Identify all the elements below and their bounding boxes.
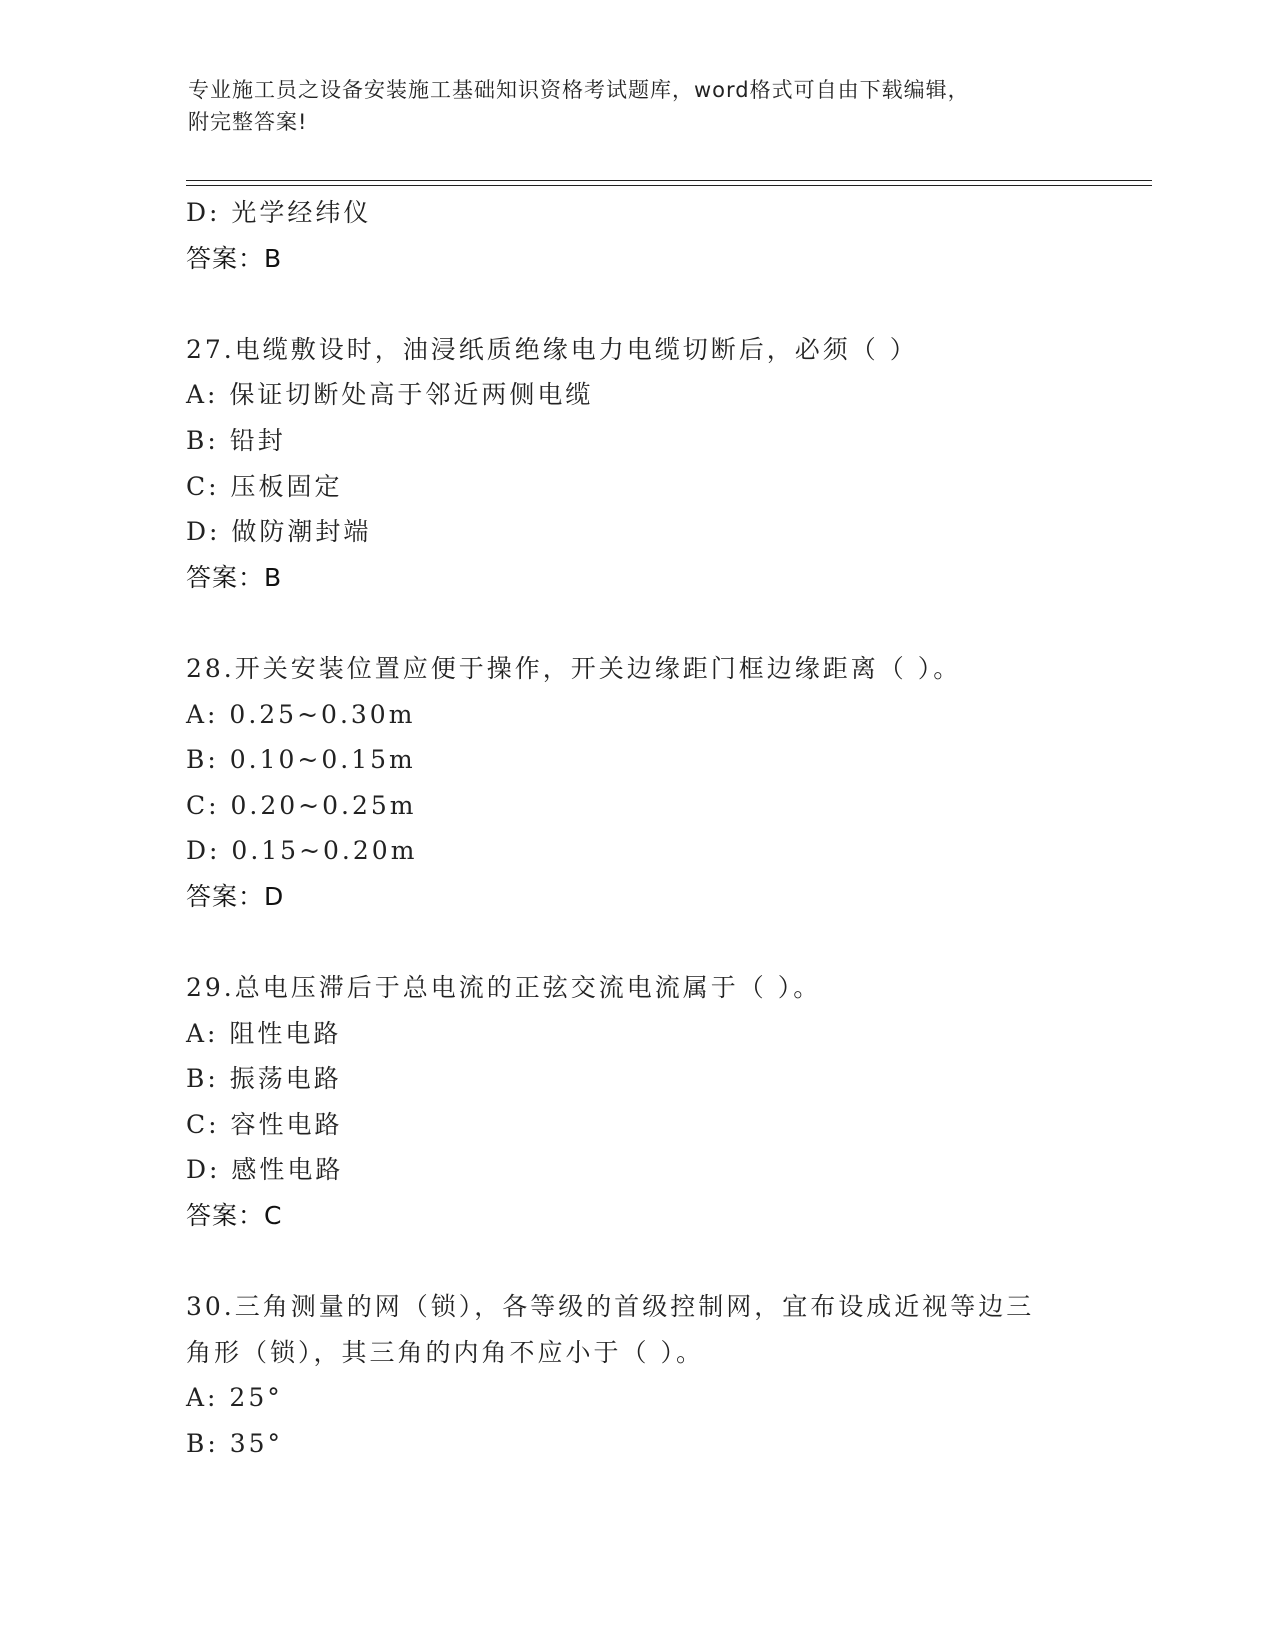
option-c: C: 0.20~0.25m [186, 790, 417, 820]
question-text: 28.开关安装位置应便于操作，开关边缘距门框边缘距离（ ）。 [186, 653, 962, 683]
option-c: C: 容性电路 [186, 1109, 343, 1139]
answer-line: 答案：B [186, 562, 283, 592]
option-b: B: 0.10~0.15m [186, 745, 416, 775]
spacer [186, 600, 1146, 646]
question-28 [186, 646, 1146, 920]
question-text: 29.总电压滞后于总电流的正弦交流电流属于（ ）。 [186, 973, 822, 1003]
answer-line: 答案：B [186, 243, 283, 273]
header-line-2: 附完整答案! [188, 110, 308, 134]
document-header [188, 74, 1088, 138]
question-29 [186, 965, 1146, 1239]
option-a: A: 保证切断处高于邻近两侧电缆 [186, 380, 594, 410]
question-30 [186, 1284, 1146, 1466]
option-d: D: 感性电路 [186, 1155, 344, 1185]
option-d: D: 光学经纬仪 [186, 198, 372, 227]
header-divider-bottom [186, 185, 1152, 186]
question-27 [186, 327, 1146, 601]
answer-line: 答案：C [186, 1201, 283, 1231]
option-c: C: 压板固定 [186, 471, 343, 501]
option-b: B: 振荡电路 [186, 1064, 342, 1094]
option-a: A: 25° [186, 1383, 283, 1413]
question-text: 27.电缆敷设时，油浸纸质绝缘电力电缆切断后，必须（ ） [186, 334, 918, 364]
option-a: A: 阻性电路 [186, 1018, 342, 1048]
spacer [186, 920, 1146, 966]
option-b: B: 35° [186, 1429, 284, 1459]
option-b: B: 铅封 [186, 425, 286, 455]
answer-line: 答案：D [186, 881, 285, 911]
question-text-line-1: 30.三角测量的网（锁），各等级的首级控制网，宜布设成近视等边三 [186, 1292, 1035, 1322]
question-text-line-2: 角形（锁），其三角的内角不应小于（ ）。 [186, 1337, 704, 1367]
option-a: A: 0.25~0.30m [186, 699, 416, 729]
question-26-tail [186, 190, 1146, 281]
spacer [186, 1239, 1146, 1285]
spacer [186, 281, 1146, 327]
question-list [186, 190, 1146, 1467]
option-d: D: 做防潮封端 [186, 517, 372, 547]
option-d: D: 0.15~0.20m [186, 836, 418, 866]
header-divider-top [186, 180, 1152, 181]
header-line-1: 专业施工员之设备安装施工基础知识资格考试题库，word格式可自由下载编辑， [188, 78, 970, 102]
